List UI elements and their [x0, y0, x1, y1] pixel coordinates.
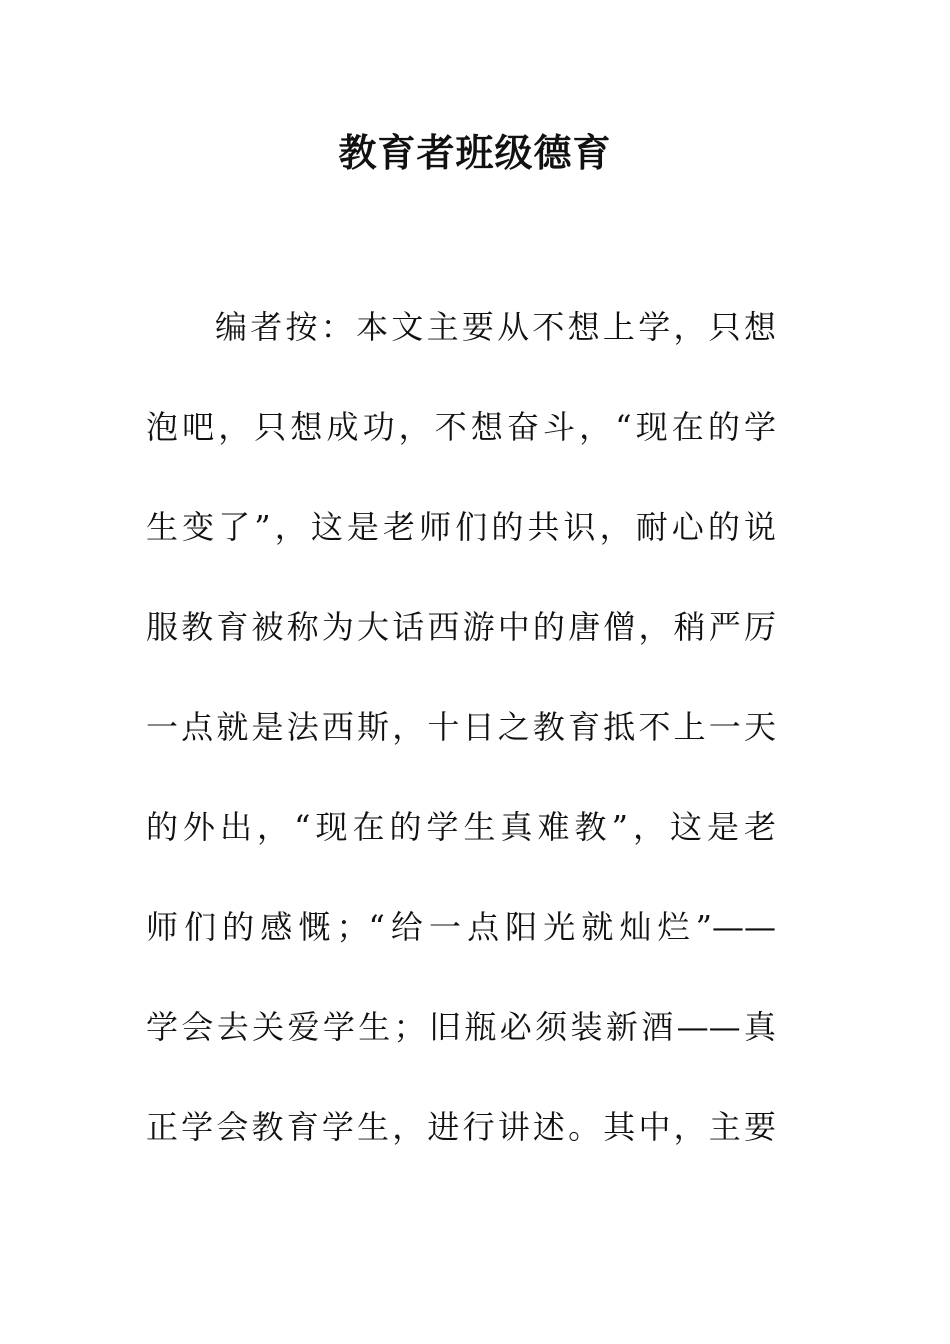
body-line: 服教育被称为大话西游中的唐僧，稍严厉: [146, 608, 776, 646]
document-title: 教育者班级德育: [338, 130, 612, 175]
document-body: [146, 300, 776, 1200]
body-line: 的外出，“现在的学生真难教”，这是老: [146, 808, 776, 846]
body-line: 泡吧，只想成功，不想奋斗，“现在的学: [146, 408, 776, 446]
body-line: 学会去关爱学生；旧瓶必须装新酒——真: [146, 1008, 776, 1046]
body-line: 生变了”，这是老师们的共识，耐心的说: [146, 508, 776, 546]
body-line: 编者按：本文主要从不想上学，只想: [215, 308, 776, 346]
body-line: 正学会教育学生，进行讲述。其中，主要: [146, 1108, 776, 1146]
body-line: 师们的感慨；“给一点阳光就灿烂”——: [146, 908, 776, 946]
body-line: 一点就是法西斯，十日之教育抵不上一天: [146, 708, 776, 746]
